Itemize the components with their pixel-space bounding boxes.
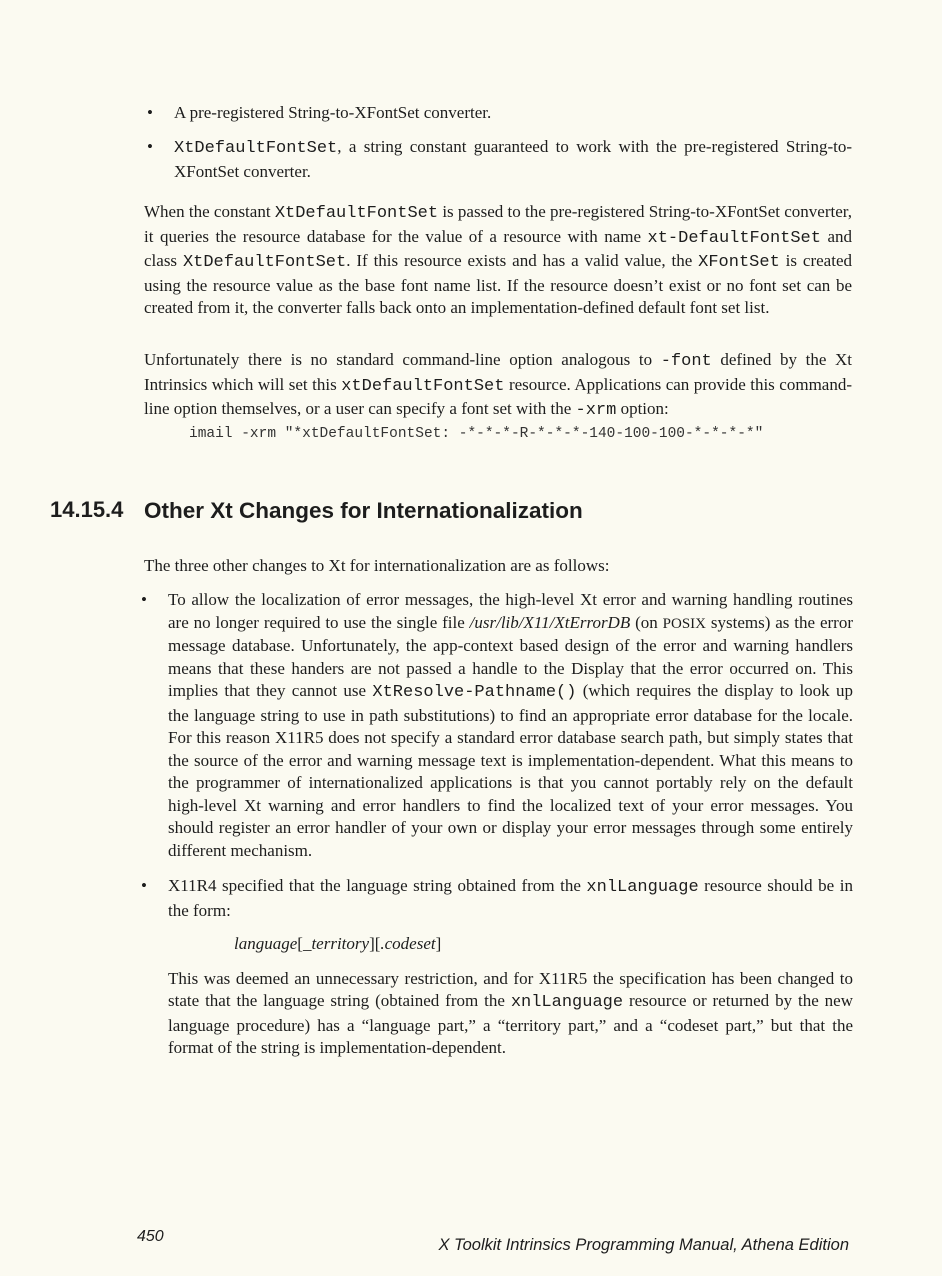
inline-code: XFontSet	[698, 253, 780, 272]
inline-code: xnlLanguage	[586, 878, 699, 897]
text-run: _territory	[302, 934, 370, 953]
page-number: 450	[137, 1228, 164, 1245]
paragraph-command-line	[144, 349, 852, 423]
list-item	[147, 135, 852, 184]
text-run: language	[234, 934, 298, 953]
inline-code: XtResolve-Pathname()	[372, 683, 577, 702]
text-run: defined by the Xt Intrinsics which will set this	[144, 350, 852, 394]
bullet-marker: •	[147, 103, 153, 122]
running-footer: X Toolkit Intrinsics Programming Manual, Athena Edition	[438, 1236, 849, 1254]
bullet-marker: •	[141, 590, 147, 609]
code-example: imail -xrm "*xtDefaultFontSet: -*-*-*-R-*-*-*-140-100-100-*-*-*-*"	[189, 426, 764, 442]
text-run: .codeset	[380, 934, 436, 953]
section-title: Other Xt Changes for Internationalization	[144, 498, 583, 523]
inline-code: XtDefaultFontSet	[182, 253, 347, 272]
text-run: resource or returned by the new language procedure) has a “language part,” a “territory part,” and a “codeset part,” but that the format of the string is implementation-dependent.	[168, 991, 853, 1057]
text-run: To allow the localization of error messages, the high-level Xt error and warning handling routines are no longer required to use the single file	[168, 590, 853, 632]
text-run: X11R4 specified that the language string obtained from the	[168, 876, 587, 895]
language-format	[168, 933, 853, 956]
inline-code: xt-DefaultFontSet	[647, 228, 821, 248]
text-run: is passed to the pre-registered String-to-XFontSet converter, it queries the resource database for the value of a resource with name	[144, 202, 853, 246]
text-run: This was deemed an unnecessary restriction, and for X11R5 the specification has been changed to state that the language string (obtained from the	[168, 968, 853, 1010]
file-path: /usr/lib/X11/XtErrorDB	[469, 612, 631, 632]
text-run: (which requires the display to look up the language string to use in path substitutions) to find an appropriate error database for the locale. For this reason X11R5 does not specify a standard error database search path, but simply states that the source of the error and warning message text is implementation-dependent. What this means to the programmer of internationalized applications is that you cannot portably rely on the default high-level Xt warning and error handlers to find the localized text of your error messages. You should register an error handler of your own or display your error messages through some entirely different mechanism.	[168, 681, 853, 860]
text-run: ]	[435, 934, 442, 953]
changes-list	[141, 589, 853, 1060]
text-run: POSIX	[662, 615, 706, 632]
list-item-text: , a string constant guaranteed to work with the pre-registered String-to-XFontSet converter.	[174, 136, 852, 181]
list-item	[147, 101, 852, 125]
bullet-marker: •	[147, 136, 153, 156]
section-number: 14.15.4	[50, 497, 124, 522]
text-run: Unfortunately there is no standard command-line option analogous to	[144, 350, 661, 369]
text-run: When the constant	[144, 202, 275, 221]
text-run: is created using the resource value as the base font name list. If the resource doesn’t exist or no font set can be created from it, the converter falls back onto an implementation-defined default font set list.	[144, 251, 852, 317]
text-run: systems) as the error message database. Unfortunately, the app-context based design of the error and warning handlers means that these handers are not passed a handle to the Display that the error occurred on. This implies that they cannot use	[168, 612, 853, 700]
list-item-text: A pre-registered String-to-XFontSet converter.	[174, 103, 492, 122]
list-item	[141, 589, 853, 862]
text-run: . If this resource exists and has a valid value, the	[346, 251, 699, 270]
text-run: option:	[616, 399, 669, 418]
list-item	[141, 875, 853, 1060]
inline-code: xnlLanguage	[510, 993, 624, 1012]
text-run: ][	[369, 934, 381, 953]
text-run: [	[297, 934, 303, 953]
inline-code: -xrm	[575, 401, 617, 420]
top-bullet-list	[147, 101, 852, 184]
inline-code: -font	[660, 352, 712, 371]
text-run: (on	[630, 612, 663, 632]
paragraph-default-fontset	[144, 201, 852, 320]
bullet-marker: •	[141, 876, 147, 895]
section-intro: The three other changes to Xt for internationalization are as follows:	[144, 556, 610, 575]
text-run: and class	[144, 226, 853, 270]
text-run: resource. Applications can provide this command-line option themselves, or a user can specify a font set with the	[144, 374, 852, 418]
inline-code: XtDefaultFontSet	[174, 138, 338, 158]
text-run: resource should be in the form:	[168, 876, 853, 920]
inline-code: XtDefaultFontSet	[274, 204, 439, 223]
inline-code: xtDefaultFontSet	[341, 376, 505, 396]
